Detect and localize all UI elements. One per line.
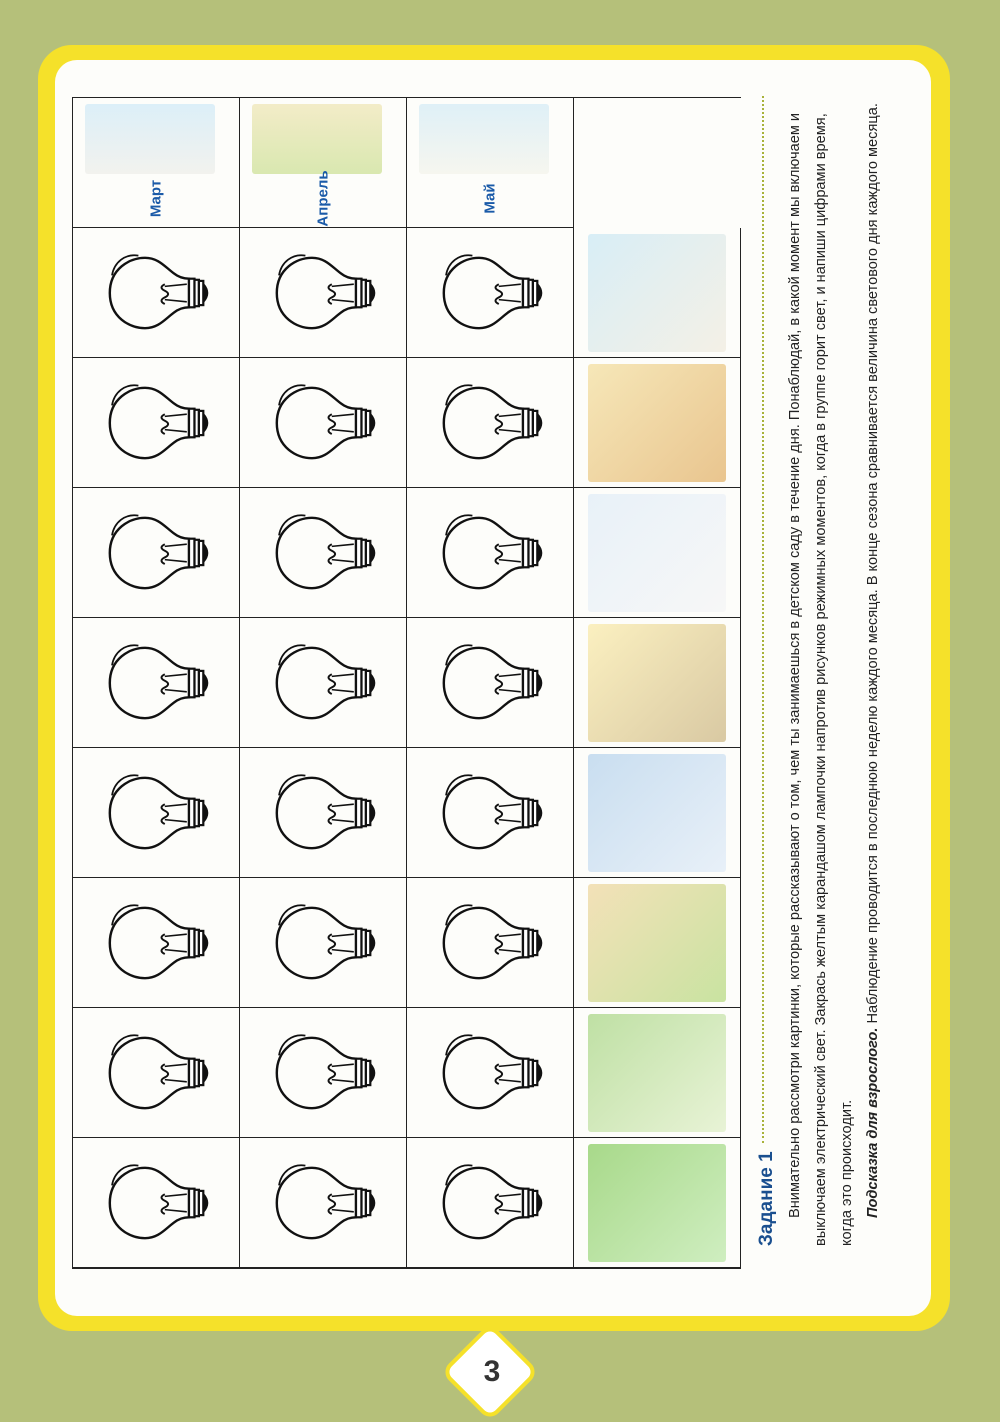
lightbulb-icon bbox=[435, 368, 545, 478]
bulb-cell[interactable] bbox=[73, 1008, 240, 1138]
bulb-cell[interactable] bbox=[407, 228, 574, 358]
activity-picture-cell bbox=[574, 358, 741, 488]
bulb-cell[interactable] bbox=[240, 488, 407, 618]
month-label: Март bbox=[147, 179, 165, 218]
task-block bbox=[752, 96, 928, 1246]
bulb-cell[interactable] bbox=[240, 748, 407, 878]
lightbulb-icon bbox=[101, 1148, 211, 1258]
activity-picture-cell bbox=[574, 488, 741, 618]
task-title-text: Задание 1 bbox=[756, 1151, 777, 1246]
activity-picture-cell bbox=[574, 878, 741, 1008]
lightbulb-icon bbox=[268, 238, 378, 348]
observation-table bbox=[72, 97, 741, 1269]
lightbulb-icon bbox=[435, 238, 545, 348]
lightbulb-icon bbox=[101, 368, 211, 478]
page-number: 3 bbox=[483, 1355, 501, 1388]
activity-picture-cell bbox=[574, 1008, 741, 1138]
month-label: Май bbox=[481, 183, 499, 214]
lightbulb-icon bbox=[268, 758, 378, 868]
hint-paragraph bbox=[860, 96, 886, 1246]
bulb-cell[interactable] bbox=[73, 228, 240, 358]
lightbulb-icon bbox=[101, 628, 211, 738]
lightbulb-icon bbox=[101, 758, 211, 868]
bulb-cell[interactable] bbox=[240, 358, 407, 488]
lightbulb-icon bbox=[435, 498, 545, 608]
lightbulb-icon bbox=[268, 498, 378, 608]
bulb-cell[interactable] bbox=[73, 488, 240, 618]
activity-picture-cell bbox=[574, 228, 741, 358]
bulb-cell[interactable] bbox=[407, 1008, 574, 1138]
lightbulb-icon bbox=[435, 1018, 545, 1128]
month-header-1 bbox=[73, 98, 240, 228]
lightbulb-icon bbox=[435, 758, 545, 868]
activity-illustration bbox=[588, 884, 726, 1002]
activity-illustration bbox=[588, 1014, 726, 1132]
bulb-cell[interactable] bbox=[240, 1138, 407, 1268]
lightbulb-icon bbox=[435, 1148, 545, 1258]
bulb-cell[interactable] bbox=[407, 748, 574, 878]
bulb-cell[interactable] bbox=[240, 618, 407, 748]
bulb-cell[interactable] bbox=[73, 748, 240, 878]
lightbulb-icon bbox=[101, 1018, 211, 1128]
task-title bbox=[752, 96, 782, 1246]
lightbulb-icon bbox=[268, 1018, 378, 1128]
lightbulb-icon bbox=[268, 1148, 378, 1258]
activity-illustration bbox=[588, 754, 726, 872]
hint-label: Подсказка для взрослого. bbox=[865, 1027, 881, 1218]
bulb-cell[interactable] bbox=[73, 1138, 240, 1268]
activity-illustration bbox=[588, 234, 726, 352]
bulb-cell[interactable] bbox=[407, 618, 574, 748]
activity-picture-cell bbox=[574, 618, 741, 748]
bulb-cell[interactable] bbox=[240, 878, 407, 1008]
bulb-cell[interactable] bbox=[407, 358, 574, 488]
empty-corner bbox=[574, 98, 741, 228]
bulb-cell[interactable] bbox=[240, 228, 407, 358]
activity-illustration bbox=[588, 494, 726, 612]
activity-illustration bbox=[588, 364, 726, 482]
month-label: Апрель bbox=[314, 170, 332, 227]
bulb-cell[interactable] bbox=[73, 618, 240, 748]
lightbulb-icon bbox=[435, 888, 545, 998]
activity-picture-cell bbox=[574, 748, 741, 878]
activity-illustration bbox=[588, 624, 726, 742]
bulb-cell[interactable] bbox=[73, 878, 240, 1008]
bulb-cell[interactable] bbox=[407, 488, 574, 618]
lightbulb-icon bbox=[435, 628, 545, 738]
dotted-divider bbox=[762, 96, 764, 1143]
lightbulb-icon bbox=[101, 498, 211, 608]
lightbulb-icon bbox=[101, 238, 211, 348]
task-text: Внимательно рассмотри картинки, которые рассказывают о том, чем ты занимаешься в детском саду в течение дня. Понаблюдай, в какой момент мы включаем и выключаем электрический свет. Закрась желтым карандашом лампочки напротив рисунков режимных моментов, когда в группе горит свет, и напиши цифрами время, когда это происходит. bbox=[787, 112, 855, 1246]
lightbulb-icon bbox=[268, 888, 378, 998]
activity-picture-cell bbox=[574, 1138, 741, 1268]
bulb-cell[interactable] bbox=[407, 1138, 574, 1268]
bulb-cell[interactable] bbox=[407, 878, 574, 1008]
lightbulb-icon bbox=[101, 888, 211, 998]
lightbulb-icon bbox=[268, 628, 378, 738]
bulb-cell[interactable] bbox=[240, 1008, 407, 1138]
activity-illustration bbox=[588, 1144, 726, 1262]
hint-text: Наблюдение проводится в последнюю неделю каждого месяца. В конце сезона сравнивается величина светового дня каждого месяца. bbox=[865, 103, 881, 1024]
month-header-3 bbox=[407, 98, 574, 228]
month-header-2 bbox=[240, 98, 407, 228]
bulb-cell[interactable] bbox=[73, 358, 240, 488]
lightbulb-icon bbox=[268, 368, 378, 478]
